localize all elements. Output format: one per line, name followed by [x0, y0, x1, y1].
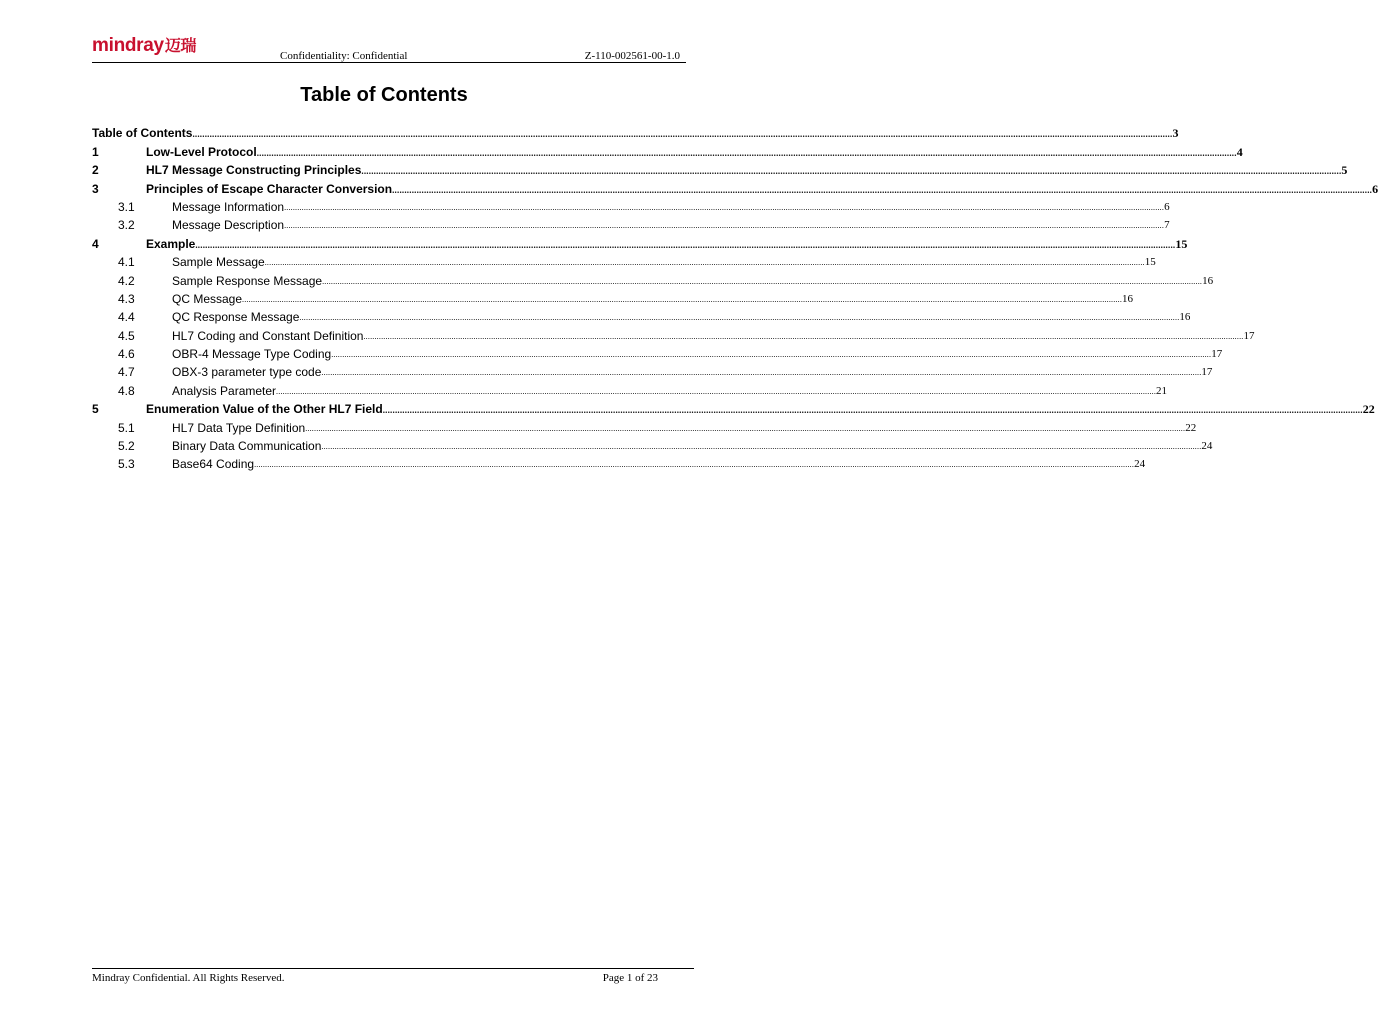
toc-entry-page: 22 — [1185, 421, 1197, 434]
toc-entry-page: 24 — [1201, 440, 1213, 453]
toc-entry-page: 17 — [1211, 348, 1223, 361]
toc-entry[interactable] — [92, 159, 1348, 178]
toc-entry-page: 3 — [1172, 126, 1179, 141]
toc-entry-label: Analysis Parameter — [172, 383, 277, 398]
toc-entry-label: Message Information — [172, 199, 285, 214]
toc-entry[interactable] — [92, 435, 1213, 454]
toc-dot-leader: ................................................................................................................................................................................................................................................................................................................................................................................................................ — [276, 386, 1157, 396]
toc-dot-leader: ................................................................................................................................................................................................................................................................................................................................................................................................................ — [254, 460, 1135, 470]
toc-dot-leader: ................................................................................................................................................................................................................................................................................................................................................................................................................ — [305, 423, 1186, 433]
toc-entry-page: 15 — [1175, 236, 1188, 251]
toc-dot-leader: ................................................................................................................................................................................................................................................................................................................................................................................................................ — [242, 294, 1123, 304]
toc-dot-leader: ................................................................................................................................................................................................................................................................................................................................................................................................................ — [284, 202, 1165, 212]
footer-copyright: Mindray Confidential. All Rights Reserved. — [92, 972, 285, 984]
toc-entry-label: Table of Contents — [92, 126, 193, 141]
toc-entry-page: 6 — [1164, 200, 1170, 213]
mindray-logo — [92, 36, 196, 56]
toc-entry-page: 4 — [1236, 144, 1243, 159]
toc-entry[interactable] — [92, 232, 1188, 251]
toc-entry-label: Enumeration Value of the Other HL7 Field — [146, 402, 383, 417]
toc-entry-number: 4.7 — [118, 365, 135, 380]
toc-entry[interactable] — [92, 343, 1223, 362]
toc-entry-number: 4.5 — [118, 328, 135, 343]
toc-entry[interactable] — [92, 453, 1146, 472]
toc-entry[interactable] — [92, 288, 1134, 306]
toc-entry-number: 4.4 — [118, 310, 135, 325]
toc-entry-label: Base64 Coding — [172, 457, 255, 472]
toc-dot-leader: ................................................................................................................................................................................................................................................................................................................................................................................................................ — [284, 221, 1165, 231]
toc-entry-number: 4.1 — [118, 255, 135, 270]
toc-entry-label: Example — [146, 236, 196, 251]
toc-dot-leader: ................................................................................................................................................................................................................................................................................................................................................................................................................ — [299, 313, 1180, 323]
toc-entry-number: 5.2 — [118, 439, 135, 454]
footer-page-number: Page 1 of 23 — [602, 972, 658, 984]
confidentiality-label: Confidentiality: Confidential — [280, 50, 408, 62]
toc-dot-leader: ................................................................................................................................................................................................................................................................................................................................................................................................................ — [361, 166, 1342, 177]
toc-entry[interactable] — [92, 306, 1191, 325]
toc-entry-label: HL7 Message Constructing Principles — [146, 163, 362, 178]
toc-entry-label: Binary Data Communication — [172, 439, 322, 454]
toc-dot-leader: ................................................................................................................................................................................................................................................................................................................................................................................................................ — [195, 239, 1176, 250]
toc-entry-label: Low-Level Protocol — [146, 144, 257, 159]
document-id: Z-110-002561-00-1.0 — [584, 50, 680, 62]
page-header — [92, 34, 686, 63]
toc-entry-page: 17 — [1201, 366, 1213, 379]
toc-entry[interactable] — [92, 251, 1156, 270]
toc-entry-number: 5 — [92, 402, 99, 417]
toc-entry-number: 1 — [92, 144, 99, 159]
toc-entry-page: 21 — [1156, 384, 1168, 397]
toc-dot-leader: ................................................................................................................................................................................................................................................................................................................................................................................................................ — [256, 147, 1237, 158]
logo-chinese-text: 迈瑞 — [164, 36, 197, 55]
toc-entry-page: 16 — [1179, 311, 1191, 324]
toc-dot-leader: ................................................................................................................................................................................................................................................................................................................................................................................................................ — [321, 442, 1202, 452]
toc-dot-leader: ................................................................................................................................................................................................................................................................................................................................................................................................................ — [192, 129, 1173, 140]
toc-dot-leader: ................................................................................................................................................................................................................................................................................................................................................................................................................ — [363, 331, 1244, 341]
logo-text: mindray — [92, 35, 164, 56]
toc-entry-label: Principles of Escape Character Conversion — [146, 181, 393, 196]
toc-entry-page: 7 — [1164, 219, 1170, 232]
toc-dot-leader: ................................................................................................................................................................................................................................................................................................................................................................................................................ — [264, 258, 1145, 268]
toc-entry-label: OBR-4 Message Type Coding — [172, 347, 332, 362]
toc-entry-page: 22 — [1362, 402, 1375, 417]
toc-entry-number: 3 — [92, 181, 99, 196]
toc-entry-label: HL7 Data Type Definition — [172, 420, 306, 435]
page-footer — [92, 968, 694, 985]
toc-entry[interactable] — [92, 324, 1255, 343]
toc-entry[interactable] — [92, 416, 1197, 435]
toc-entry[interactable] — [92, 214, 1170, 233]
toc-entry-page: 16 — [1202, 274, 1214, 287]
toc-dot-leader: ................................................................................................................................................................................................................................................................................................................................................................................................................ — [382, 405, 1363, 416]
toc-entry-label: OBX-3 parameter type code — [172, 365, 322, 380]
toc-entry-number: 3.1 — [118, 199, 135, 214]
toc-entry-number: 5.3 — [118, 457, 135, 472]
toc-entry-number: 4.3 — [118, 291, 135, 306]
toc-dot-leader: ................................................................................................................................................................................................................................................................................................................................................................................................................ — [321, 368, 1202, 378]
toc-entry-number: 2 — [92, 163, 99, 178]
toc-entry-number: 4 — [92, 236, 99, 251]
toc-entry-label: Message Description — [172, 218, 285, 233]
toc-entry[interactable] — [92, 122, 1179, 141]
toc-dot-leader: ................................................................................................................................................................................................................................................................................................................................................................................................................ — [392, 184, 1373, 195]
toc-entry[interactable] — [92, 269, 1214, 288]
toc-entry-label: HL7 Coding and Constant Definition — [172, 328, 364, 343]
toc-entry[interactable] — [92, 398, 1375, 417]
toc-entry-page: 15 — [1144, 256, 1156, 269]
toc-entry-label: Sample Response Message — [172, 273, 323, 288]
toc-entry-number: 4.6 — [118, 347, 135, 362]
toc-entry[interactable] — [92, 379, 1168, 398]
toc-entry-number: 3.2 — [118, 218, 135, 233]
toc-entry-number: 4.2 — [118, 273, 135, 288]
toc-entry-number: 5.1 — [118, 420, 135, 435]
toc-entry-page: 24 — [1134, 458, 1146, 471]
toc-entry-label: QC Response Message — [172, 310, 300, 325]
page-title: Table of Contents — [300, 84, 468, 106]
toc-entry-page: 5 — [1341, 163, 1348, 178]
toc-entry-page: 16 — [1122, 292, 1134, 305]
toc-entry[interactable] — [92, 177, 1378, 196]
toc-entry-page: 6 — [1372, 181, 1378, 196]
toc-entry-label: Sample Message — [172, 255, 265, 270]
toc-entry[interactable] — [92, 361, 1213, 380]
toc-entry[interactable] — [92, 196, 1170, 214]
toc-entry-page: 17 — [1243, 329, 1255, 342]
toc-entry[interactable] — [92, 140, 1243, 159]
toc-dot-leader: ................................................................................................................................................................................................................................................................................................................................................................................................................ — [322, 276, 1203, 286]
table-of-contents — [92, 122, 1378, 472]
toc-entry-number: 4.8 — [118, 383, 135, 398]
toc-dot-leader: ................................................................................................................................................................................................................................................................................................................................................................................................................ — [331, 350, 1212, 360]
toc-entry-label: QC Message — [172, 291, 243, 306]
